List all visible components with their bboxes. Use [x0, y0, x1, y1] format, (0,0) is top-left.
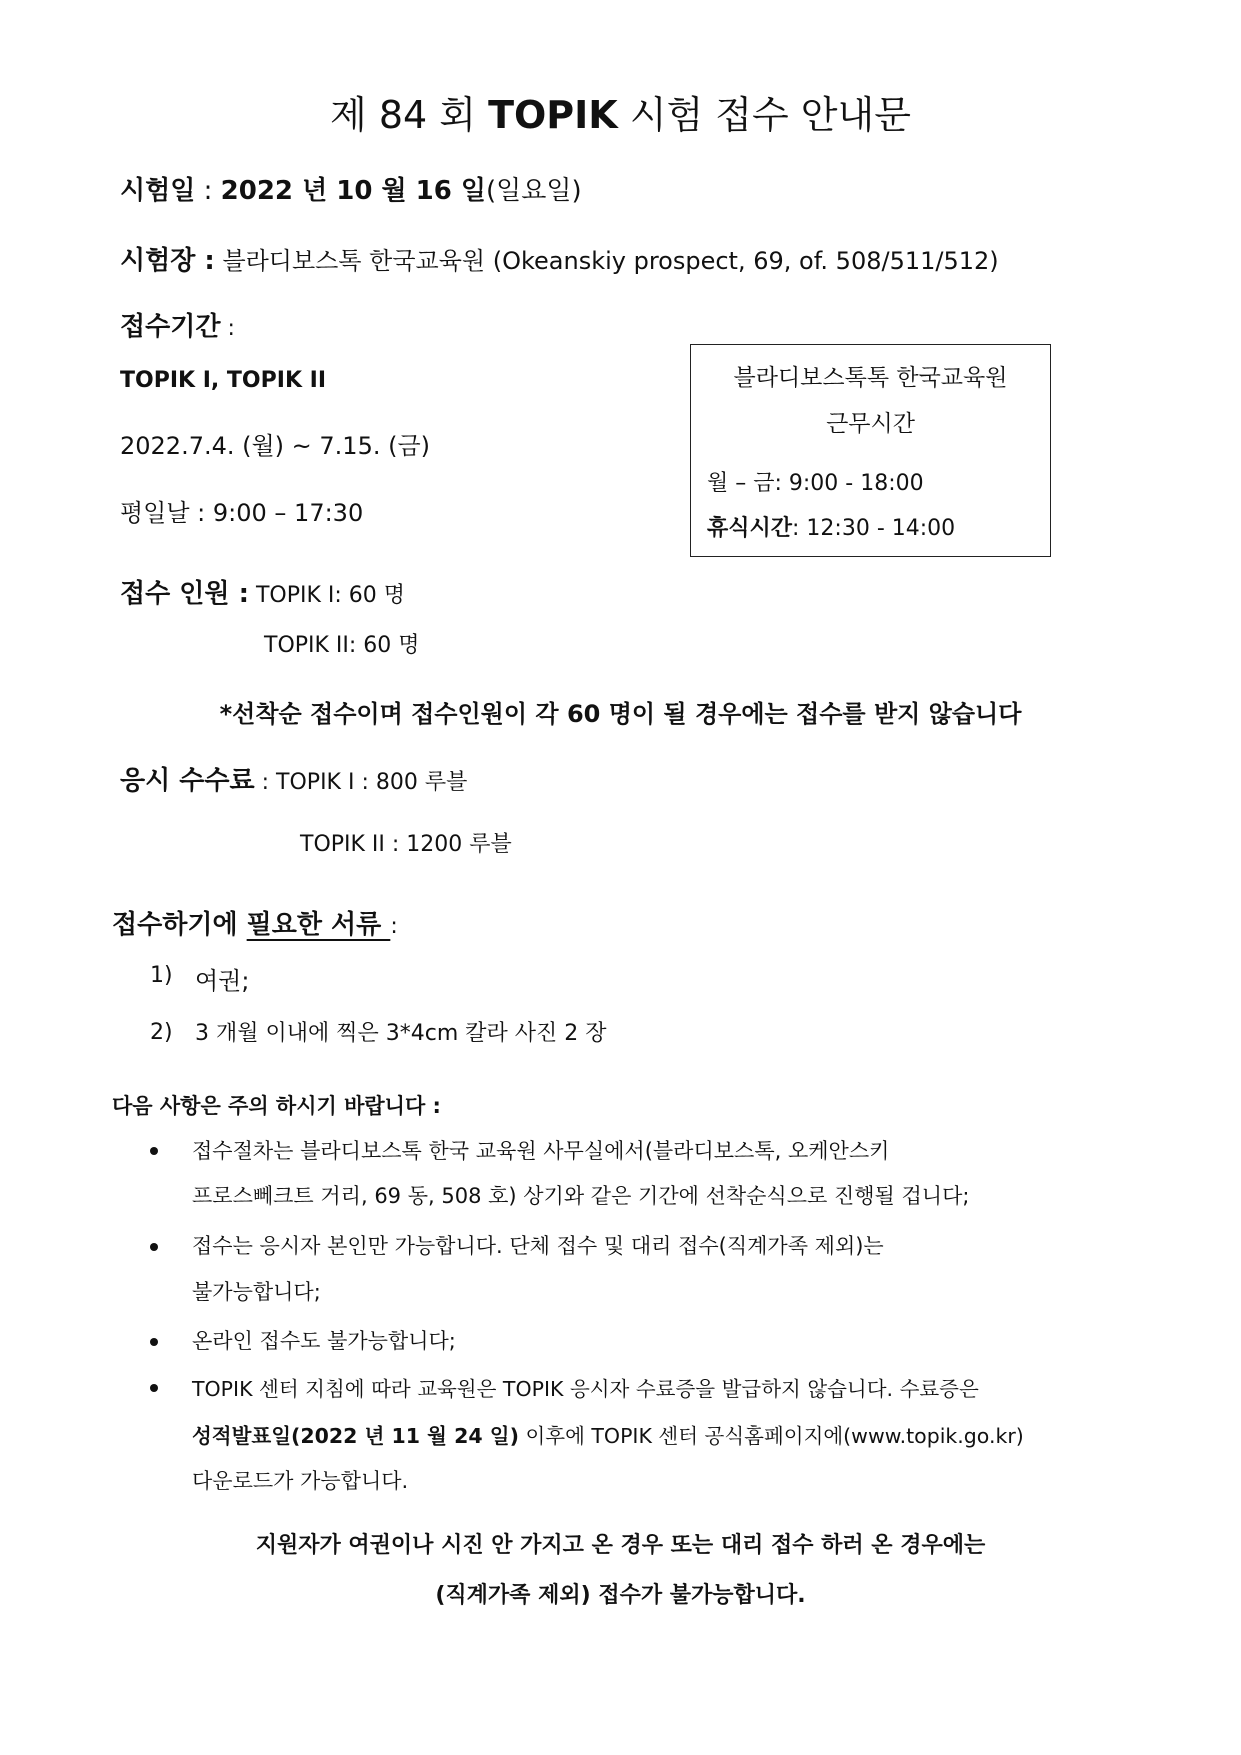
capacity-topik1: TOPIK I: 60 명 — [248, 583, 406, 608]
capacity-row — [120, 573, 405, 610]
fee-row — [120, 760, 467, 797]
final-notice-line2: (직계가족 제외) 접수가 불가능합니다. — [435, 1583, 806, 1608]
caution-2-line1: 접수는 응시자 본인만 가능합니다. 단체 접수 및 대리 접수(직계가족 제외)는 — [192, 1234, 884, 1258]
documents-heading — [112, 904, 398, 941]
office-box-break-value: : 12:30 - 14:00 — [792, 516, 956, 541]
venue-row — [120, 240, 999, 277]
caution-1-line2: 프로스뻬크트 거리, 69 동, 508 호) 상기와 같은 기간에 선착순식으로 진행될 겁니다; — [192, 1184, 970, 1208]
caution-4-line2 — [192, 1419, 1024, 1449]
period-hours: 평일날 : 9:00 – 17:30 — [120, 499, 364, 527]
title-pre: 제 84 회 — [330, 93, 489, 137]
period-sep: : — [220, 316, 235, 341]
documents-label-pre: 접수하기에 — [112, 910, 247, 940]
office-box-break-label: 휴식시간 — [707, 516, 793, 541]
cautions-heading: 다음 사항은 주의 하시기 바랍니다 : — [112, 1094, 441, 1118]
period-label: 접수기간 — [120, 312, 221, 342]
title-post: 시험 접수 안내문 — [617, 93, 911, 137]
caution-4-line3: 다운로드가 가능합니다. — [192, 1469, 409, 1493]
title-bold: TOPIK — [488, 93, 618, 137]
office-box-line2: 근무시간 — [826, 411, 915, 437]
caution-4-bold: 성적발표일(2022 년 11 월 24 일) — [192, 1424, 519, 1448]
final-notice-line1: 지원자가 여권이나 시진 안 가지고 온 경우 또는 대리 접수 하러 온 경우에는 — [255, 1533, 986, 1558]
caution-2-line2: 불가능합니다; — [192, 1280, 321, 1304]
office-box-weekday: 월 – 금: 9:00 - 18:00 — [707, 471, 924, 496]
fee-sep: : — [254, 770, 277, 795]
document-item-text: 여권; — [195, 967, 250, 995]
first-come-notice: *선착순 접수이며 접수인원이 각 60 명이 될 경우에는 접수를 받지 않습니다 — [219, 700, 1022, 728]
office-box-line1: 블라디보스톡톡 한국교육원 — [733, 365, 1008, 391]
capacity-label: 접수 인원 : — [120, 579, 249, 609]
caution-3-line1: 온라인 접수도 불가능합니다; — [192, 1329, 456, 1353]
caution-1-line1: 접수절차는 블라디보스톡 한국 교육원 사무실에서(블라디보스톡, 오케안스키 — [192, 1139, 890, 1163]
bullet-icon — [150, 1338, 158, 1346]
bullet-icon — [150, 1147, 158, 1155]
document-item-text: 3 개월 이내에 찍은 3*4cm 칼라 사진 2 장 — [195, 1021, 607, 1046]
page-title — [0, 84, 1241, 139]
exam-date-suffix: (일요일) — [486, 176, 582, 206]
document-item-num: 1) — [150, 963, 173, 988]
documents-sep: : — [390, 914, 398, 939]
fee-topik1: TOPIK I : 800 루블 — [276, 770, 468, 795]
document-item-num: 2) — [150, 1020, 173, 1045]
documents-label-underlined: 필요한 서류 — [246, 910, 391, 940]
exam-date-row — [120, 170, 582, 207]
exam-date-label: 시험일 — [120, 176, 196, 206]
period-dates: 2022.7.4. (월) ~ 7.15. (금) — [120, 432, 431, 460]
venue-label: 시험장 : — [120, 246, 215, 276]
period-levels: TOPIK I, TOPIK II — [120, 368, 327, 393]
bullet-icon — [150, 1384, 158, 1392]
exam-date-sep: : — [195, 176, 221, 206]
caution-4-rest: 이후에 TOPIK 센터 공식홈페이지에(www.topik.go.kr) — [518, 1424, 1024, 1448]
bullet-icon — [150, 1243, 158, 1251]
caution-4-line1: TOPIK 센터 지침에 따라 교육원은 TOPIK 응시자 수료증을 발급하지 않습니다. 수료증은 — [192, 1377, 979, 1401]
fee-label: 응시 수수료 — [120, 766, 255, 796]
venue-value: 블라디보스톡 한국교육원 (Okeanskiy prospect, 69, of. 508/511/512) — [214, 247, 999, 275]
office-box-break — [707, 511, 955, 542]
fee-topik2: TOPIK II : 1200 루블 — [300, 832, 512, 857]
exam-date-value: 2022 년 10 월 16 일 — [220, 176, 486, 206]
period-row — [120, 306, 235, 343]
office-hours-box — [690, 344, 1051, 557]
capacity-topik2: TOPIK II: 60 명 — [264, 633, 420, 658]
